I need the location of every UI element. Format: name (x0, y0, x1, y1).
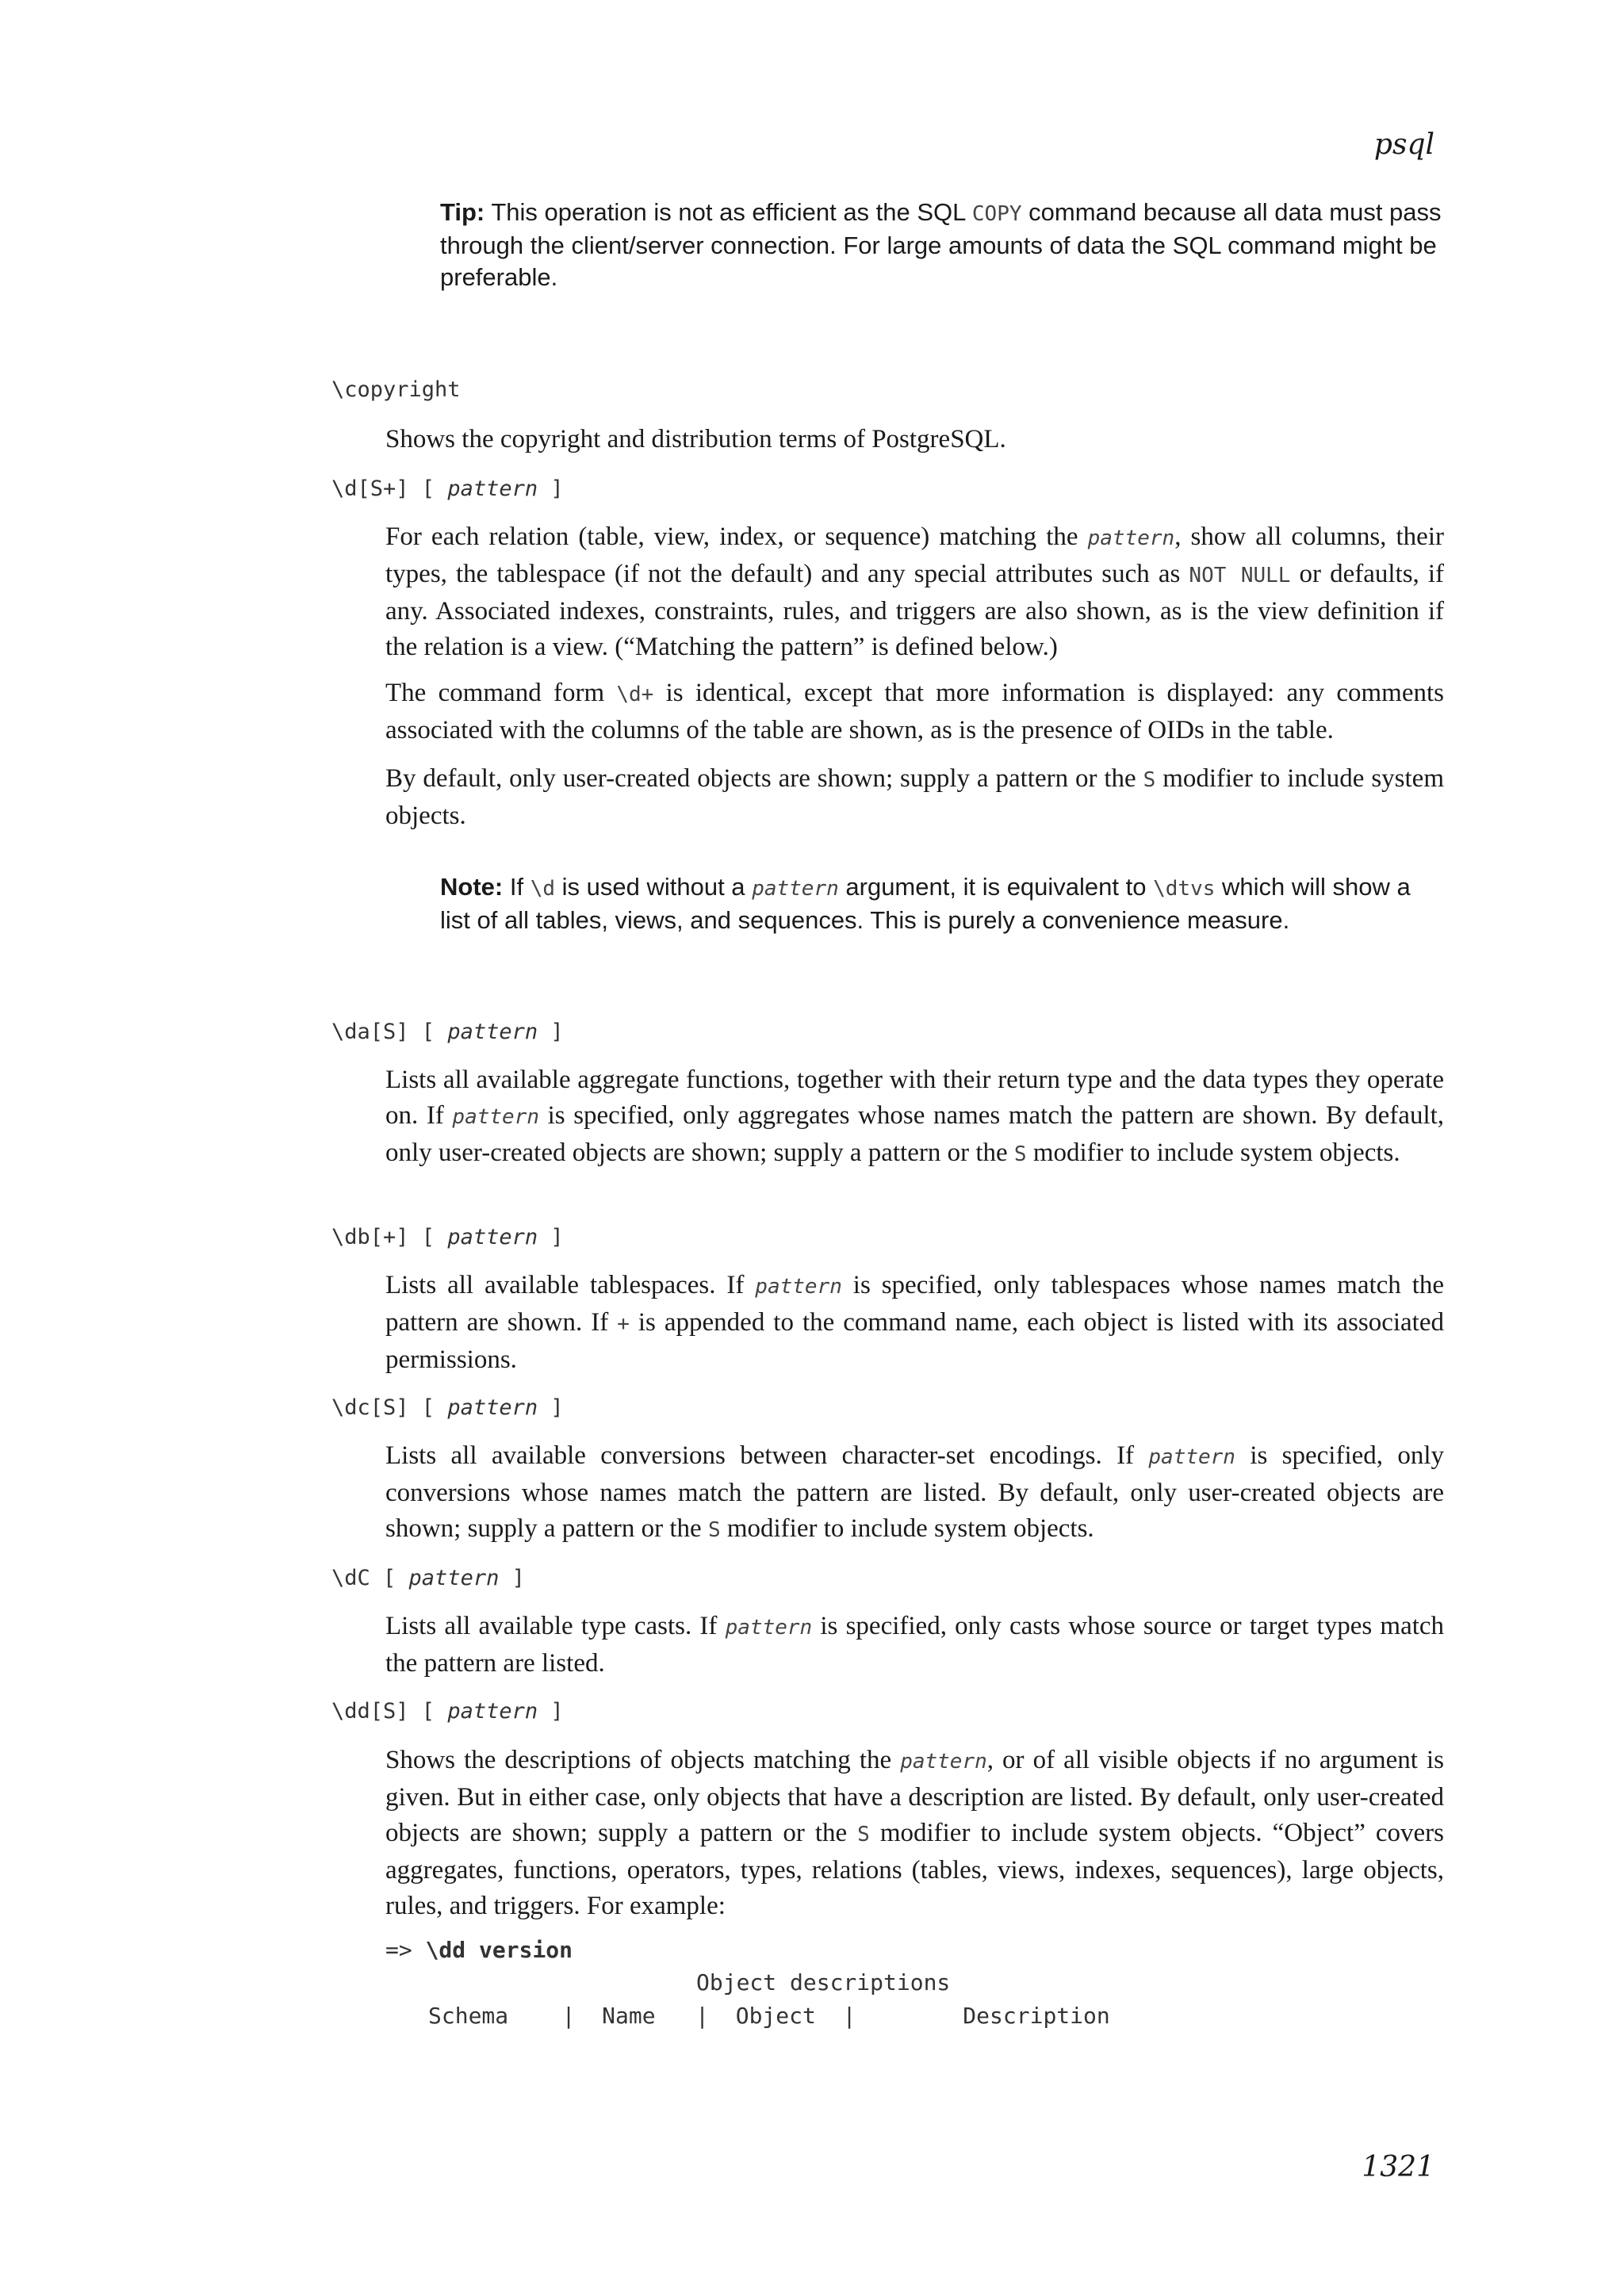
dC-description: Lists all available type casts. If pattern is specified, only casts whose source or target types match the pattern are listed. (385, 1612, 1445, 1678)
db-description: Lists all available tablespaces. If pattern is specified, only tablespaces whose names match the pattern are shown. If + is appended to the command name, each object is listed with its associated permissions. (385, 1271, 1445, 1374)
term-dC: \dC [ pattern ] (331, 1566, 525, 1590)
term-dc: \dc[S] [ pattern ] (331, 1395, 564, 1420)
tip-label: Tip: (440, 198, 485, 226)
page-number: 1321 (1362, 2151, 1434, 2183)
copyright-description: Shows the copyright and distribution terms of PostgreSQL. (385, 425, 1006, 453)
example-command-line (385, 1937, 573, 1963)
dc-description: Lists all available conversions between character-set encodings. If pattern is specified, only conversions whose names match the pattern are listed. By default, only user-created objects are shown; supply a pattern or the S modifier to include system objects. (385, 1441, 1445, 1543)
term-d: \d[S+] [ pattern ] (331, 476, 564, 501)
d-paragraph-2: The command form \d+ is identical, except that more information is displayed: any comments associated with the columns of the table are shown, as is the presence of OIDs in the table. (385, 679, 1444, 744)
da-description: Lists all available aggregate functions, together with their return type and the data types they operate on. If pattern is specified, only aggregates whose names match the pattern are shown. By default, only user-created objects are shown; supply a pattern or the S modifier to include system objects. (385, 1066, 1445, 1167)
output-title: Object descriptions (696, 1969, 951, 1996)
example-command: \dd version (425, 1937, 573, 1963)
prompt: => (385, 1937, 412, 1963)
d-paragraph-1: For each relation (table, view, index, or sequence) matching the pattern, show all columns, their types, the tablespace (if not the default) and any special attributes such as NOT NULL or defaults, if any. Associated indexes, constraints, rules, and triggers are also shown, as is the view definition if the relation is a view. (“Matching the pattern” is defined below.) (385, 522, 1445, 661)
term-db: \db[+] [ pattern ] (331, 1225, 564, 1249)
term-dd: \dd[S] [ pattern ] (331, 1699, 564, 1724)
note-label: Note: (440, 873, 504, 901)
inline-code: COPY (971, 202, 1022, 226)
output-header-row: Schema | Name | Object | Description (428, 2003, 1110, 2029)
term-da: \da[S] [ pattern ] (331, 1020, 564, 1044)
note-admonition: Note: If \d is used without a pattern argument, it is equivalent to \dtvs which will show a list of all tables, views, and sequences. This is purely a convenience measure. (440, 873, 1411, 934)
tip-admonition: Tip: This operation is not as efficient as the SQL COPY command because all data must pass through the client/server connection. For large amounts of data the SQL command might be preferable. (440, 198, 1442, 291)
d-paragraph-3: By default, only user-created objects are shown; supply a pattern or the S modifier to include system objects. (385, 764, 1444, 830)
dd-description: Shows the descriptions of objects matching the pattern, or of all visible objects if no argument is given. But in either case, only objects that have a description are listed. By default, only user-created objects are shown; supply a pattern or the S modifier to include system objects. “Object” covers aggregates, functions, operators, types, relations (tables, views, indexes, sequences), large objects, rules, and triggers. For example: (385, 1746, 1444, 1920)
running-header: psql (1373, 128, 1434, 161)
term-copyright: \copyright (331, 377, 461, 402)
